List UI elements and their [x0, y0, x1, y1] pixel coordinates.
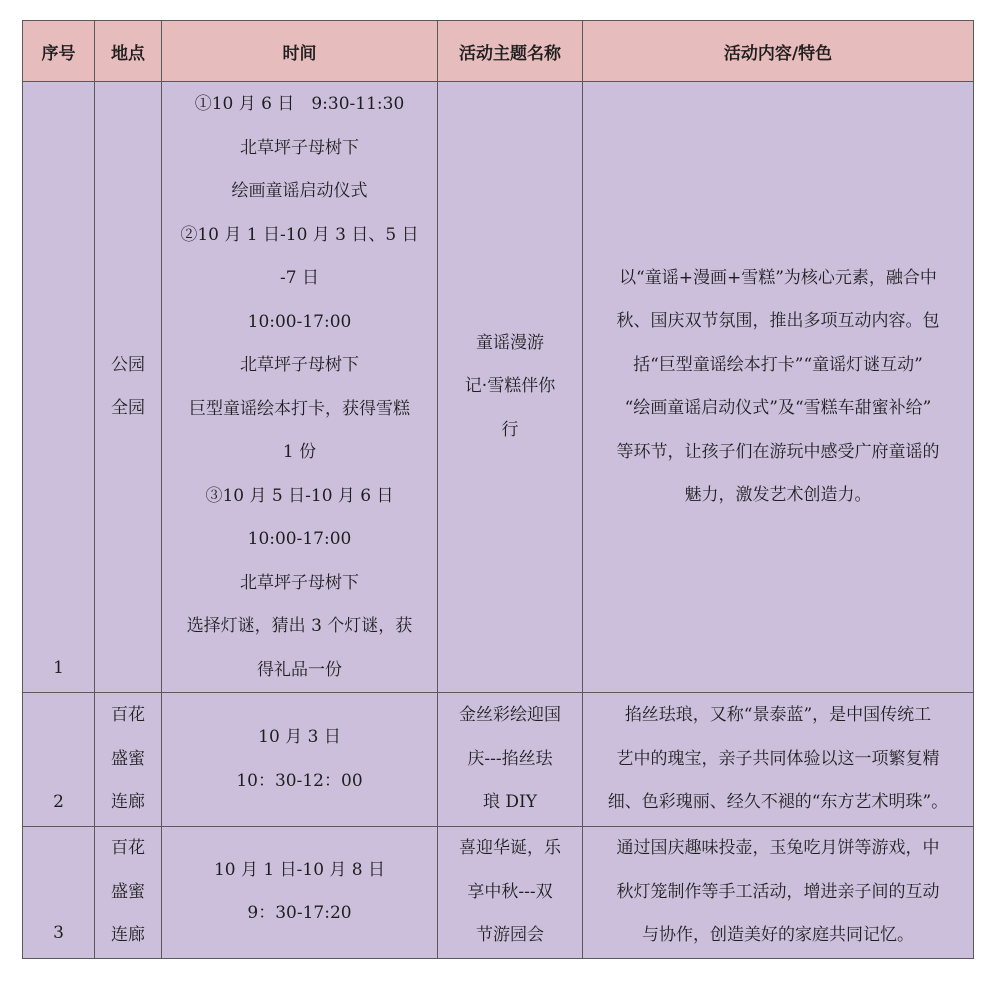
table-row: [23, 827, 974, 959]
time-line: 10 月 1 日-10 月 8 日: [213, 859, 386, 880]
theme-line: 庆---掐丝珐: [467, 748, 553, 769]
time-cell: [162, 82, 438, 693]
time-line: 10:00-17:00: [247, 529, 352, 549]
time-line: 1 份: [282, 442, 317, 462]
theme-line: 喜迎华诞，乐: [459, 838, 561, 858]
location-line: 连廊: [111, 792, 145, 813]
time-line: 10:00-17:00: [247, 311, 352, 332]
header-index: 序号: [23, 21, 95, 82]
content-cell: [583, 693, 974, 827]
location-line: 全园: [111, 398, 145, 418]
activity-schedule-table: [22, 20, 974, 959]
location-line: 公园: [111, 354, 145, 375]
table-row: [23, 693, 974, 827]
time-line: ②10 月 1 日-10 月 3 日、5 日: [180, 224, 419, 245]
time-line: -7 日: [280, 268, 319, 288]
location-cell: [95, 82, 162, 693]
time-line: 绘画童谣启动仪式: [231, 181, 368, 201]
theme-line: 享中秋---双: [467, 881, 553, 902]
content-cell: [583, 827, 974, 959]
theme-line: 行: [501, 419, 519, 440]
time-line: 北草坪子母树下: [240, 137, 359, 158]
row-index-cell: [23, 82, 95, 693]
content-line: 细、色彩瑰丽、经久不褪的“东方艺术明珠”。: [607, 792, 949, 813]
theme-cell: [438, 693, 583, 827]
content-line: 秋灯笼制作等手工活动，增进亲子间的互动: [616, 881, 940, 902]
location-line: 盛蜜: [111, 881, 145, 902]
time-line: 得礼品一份: [257, 659, 342, 680]
time-line: 选择灯谜，猜出 3 个灯谜，获: [186, 616, 413, 636]
header-location: 地点: [95, 21, 162, 82]
time-line: ③10 月 5 日-10 月 6 日: [205, 485, 394, 506]
row-index: 3: [53, 923, 64, 943]
theme-line: 童谣漫游: [476, 332, 544, 353]
content-line: 以“童谣+漫画+雪糕”为核心元素，融合中: [619, 267, 937, 288]
row-index-cell: [23, 827, 95, 959]
location-cell: [95, 827, 162, 959]
row-index-cell: [23, 693, 95, 827]
time-line: 10 月 3 日: [258, 727, 341, 747]
time-line: ①10 月 6 日 9:30-11:30: [194, 94, 405, 114]
content-line: 秋、国庆双节氛围，推出多项互动内容。包: [616, 311, 940, 331]
content-line: “绘画童谣启动仪式”及“雪糕车甜蜜补给”: [624, 398, 932, 418]
content-line: 掐丝珐琅，又称“景泰蓝”，是中国传统工: [624, 705, 932, 726]
content-line: 等环节，让孩子们在游玩中感受广府童谣的: [616, 441, 940, 462]
time-line: 巨型童谣绘本打卡，获得雪糕: [189, 398, 410, 419]
time-line: 北草坪子母树下: [240, 355, 359, 375]
content-line: 与协作，创造美好的家庭共同记忆。: [642, 925, 914, 945]
table-header-row: [23, 21, 974, 82]
row-index: 2: [53, 791, 64, 812]
header-time: 时间: [162, 21, 438, 82]
header-theme: 活动主题名称: [438, 21, 583, 82]
content-cell: [583, 82, 974, 693]
theme-cell: [438, 827, 583, 959]
time-cell: [162, 827, 438, 959]
theme-line: 节游园会: [476, 925, 544, 945]
theme-line: 琅 DIY: [483, 792, 537, 813]
location-line: 百花: [111, 705, 145, 726]
location-line: 连廊: [111, 925, 145, 945]
content-line: 魅力，激发艺术创造力。: [684, 485, 872, 505]
time-line: 北草坪子母树下: [240, 572, 359, 593]
content-line: 括“巨型童谣绘本打卡”“童谣灯谜互动”: [633, 354, 923, 375]
table-row: [23, 82, 974, 693]
location-line: 盛蜜: [111, 748, 145, 769]
location-cell: [95, 693, 162, 827]
theme-cell: [438, 82, 583, 693]
time-cell: [162, 693, 438, 827]
time-line: 10：30-12：00: [236, 770, 363, 791]
content-line: 通过国庆趣味投壶，玉兔吃月饼等游戏，中: [616, 838, 940, 858]
row-index: 1: [53, 657, 64, 678]
time-line: 9：30-17:20: [247, 903, 352, 924]
theme-line: 金丝彩绘迎国: [459, 705, 561, 726]
content-line: 艺中的瑰宝，亲子共同体验以这一项繁复精: [616, 748, 940, 769]
location-line: 百花: [111, 838, 145, 858]
header-content: 活动内容/特色: [583, 21, 974, 82]
theme-line: 记·雪糕伴你: [464, 376, 556, 397]
